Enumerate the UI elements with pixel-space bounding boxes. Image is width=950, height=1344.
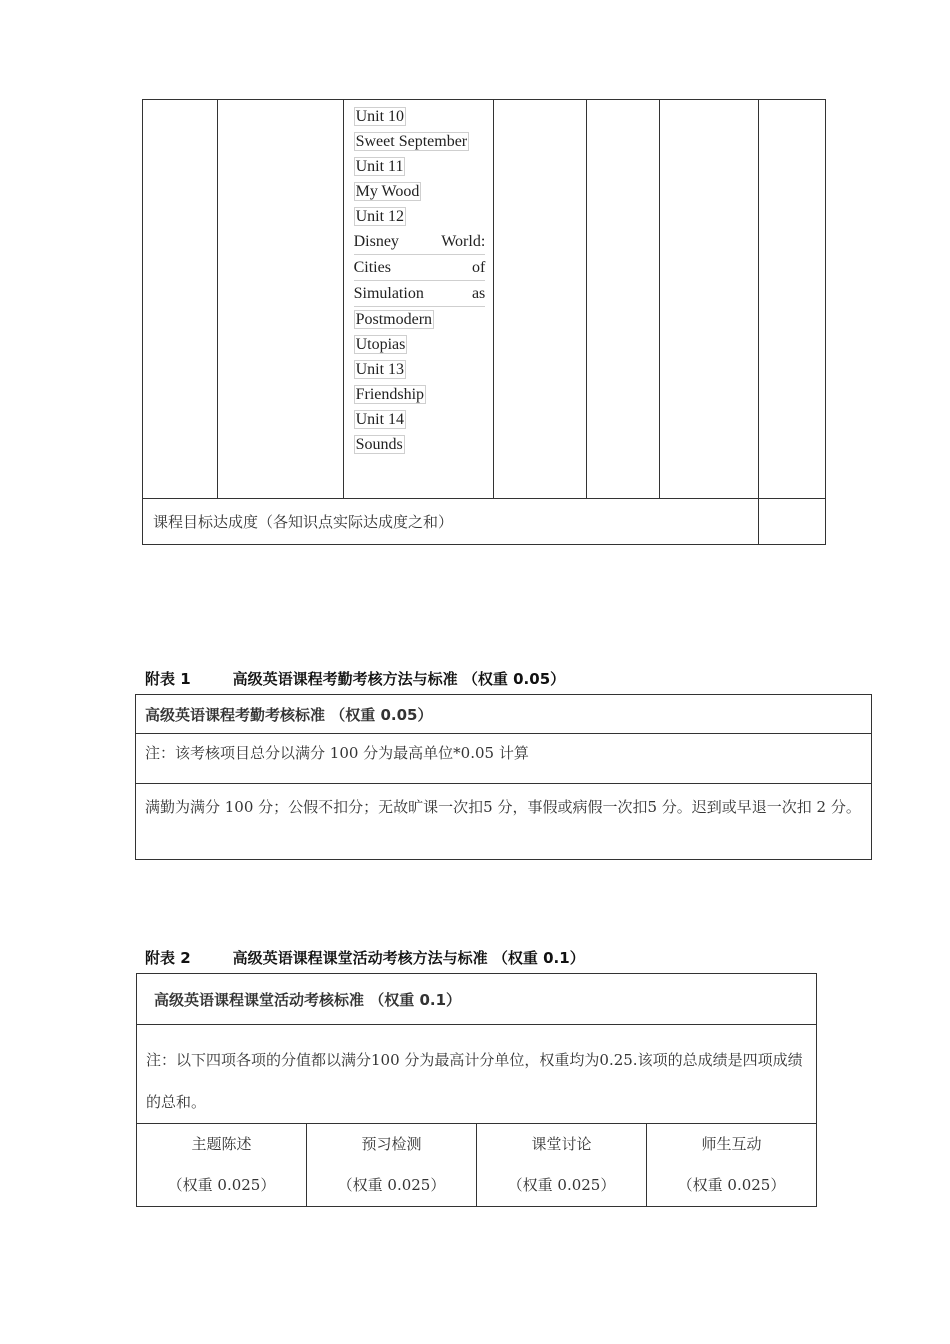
unit-text: Sweet September — [355, 133, 468, 150]
course-table — [142, 99, 826, 545]
empty-cell — [143, 100, 218, 499]
unit-list-item — [354, 407, 486, 432]
appendix1-caption-title: 高级英语课程考勤考核方法与标准 （权重 0.05） — [232, 670, 566, 688]
activity-item-name: 师生互动 — [701, 1135, 762, 1153]
activity-note: 注：以下四项各项的分值都以满分100 分为最高计分单位，权重均为0.25.该项的总成绩是四项成绩的总和。 — [137, 1025, 817, 1124]
unit-word: of — [471, 259, 486, 276]
unit-list-item — [354, 129, 486, 154]
attendance-note: 注：该考核项目总分以满分 100 分为最高单位*0.05 计算 — [136, 734, 872, 784]
class-activity-table — [136, 973, 817, 1207]
unit-list-cell — [343, 100, 494, 499]
unit-word: World: — [441, 233, 486, 250]
activity-item-weight: （权重 0.025） — [507, 1176, 616, 1194]
empty-cell — [586, 100, 659, 499]
activity-item-name: 主题陈述 — [191, 1135, 252, 1153]
unit-list-item — [354, 255, 486, 281]
unit-list-item — [354, 332, 486, 357]
activity-item-topic — [137, 1124, 307, 1207]
unit-text: My Wood — [355, 183, 420, 200]
appendix2-caption-num: 附表 2 — [145, 949, 191, 967]
unit-list-item — [354, 281, 486, 307]
unit-list-item — [354, 357, 486, 382]
achievement-row — [143, 499, 826, 545]
unit-word: Cities — [353, 259, 391, 276]
unit-list — [344, 100, 494, 457]
unit-list-item — [354, 204, 486, 229]
activity-item-name: 预习检测 — [361, 1135, 422, 1153]
activity-item-name: 课堂讨论 — [531, 1135, 592, 1153]
attendance-rule: 满勤为满分 100 分；公假不扣分；无故旷课一次扣5 分，事假或病假一次扣5 分。迟到或早退一次扣 2 分。 — [136, 784, 872, 860]
unit-list-item — [354, 229, 486, 255]
empty-cell — [218, 100, 343, 499]
unit-text: Sounds — [355, 436, 403, 453]
activity-header: 高级英语课程课堂活动考核标准 （权重 0.1） — [137, 974, 817, 1025]
unit-list-item — [354, 154, 486, 179]
activity-item-weight: （权重 0.025） — [337, 1176, 446, 1194]
unit-text: Unit 14 — [355, 411, 405, 428]
unit-text: Unit 11 — [355, 158, 404, 175]
appendix1-caption — [145, 668, 565, 689]
unit-text: Unit 12 — [355, 208, 405, 225]
empty-cell — [759, 100, 826, 499]
unit-list-item — [354, 432, 486, 457]
unit-list-item — [354, 104, 486, 129]
appendix2-caption-title: 高级英语课程课堂活动考核方法与标准 （权重 0.1） — [232, 949, 585, 967]
unit-list-item — [354, 382, 486, 407]
empty-cell — [660, 100, 759, 499]
unit-text: Postmodern — [355, 311, 433, 328]
activity-item-preview — [307, 1124, 477, 1207]
attendance-header-row — [136, 695, 872, 734]
activity-note-row — [137, 1025, 817, 1124]
empty-cell — [494, 100, 586, 499]
attendance-table — [135, 694, 872, 860]
unit-text: Unit 13 — [355, 361, 405, 378]
activity-item-weight: （权重 0.025） — [167, 1176, 276, 1194]
unit-list-item — [354, 179, 486, 204]
appendix2-caption — [145, 947, 585, 968]
unit-text: Unit 10 — [355, 108, 405, 125]
attendance-note-row — [136, 734, 872, 784]
unit-word: Disney — [353, 233, 399, 250]
activity-item-interaction — [647, 1124, 817, 1207]
activity-header-row — [137, 974, 817, 1025]
attendance-rule-row — [136, 784, 872, 860]
activity-item-discussion — [477, 1124, 647, 1207]
activity-item-weight: （权重 0.025） — [677, 1176, 786, 1194]
unit-list-item — [354, 307, 486, 332]
unit-word: Simulation — [353, 285, 424, 302]
appendix1-caption-num: 附表 1 — [145, 670, 191, 688]
attendance-header: 高级英语课程考勤考核标准 （权重 0.05） — [136, 695, 872, 734]
unit-text: Utopias — [355, 336, 406, 353]
achievement-value-cell — [759, 499, 826, 545]
unit-word: as — [471, 285, 486, 302]
unit-text: Friendship — [355, 386, 425, 403]
course-units-row — [143, 100, 826, 499]
achievement-label: 课程目标达成度（各知识点实际达成度之和） — [143, 499, 759, 545]
activity-items-row — [137, 1124, 817, 1207]
